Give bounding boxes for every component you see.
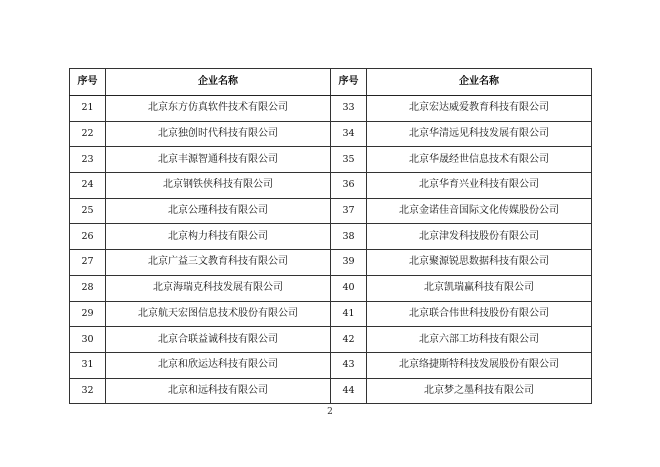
serial-number-cell: 30 [70,327,106,353]
company-name-cell: 北京华育兴业科技有限公司 [367,173,592,199]
table-row [70,378,592,404]
serial-number-cell: 24 [70,173,106,199]
serial-number-cell: 43 [331,352,367,378]
header-company-name-right: 企业名称 [367,69,592,96]
page-number: 2 [327,407,333,417]
table-header-row [70,69,592,96]
serial-number-cell: 32 [70,378,106,404]
serial-number-cell: 23 [70,147,106,173]
table-row [70,327,592,353]
company-name-cell: 北京航天宏图信息技术股份有限公司 [106,301,331,327]
company-name-cell: 北京联合伟世科技股份有限公司 [367,301,592,327]
serial-number-cell: 34 [331,121,367,147]
table-row [70,121,592,147]
company-name-cell: 北京和远科技有限公司 [106,378,331,404]
table-row [70,301,592,327]
company-name-cell: 北京钢铁侠科技有限公司 [106,173,331,199]
table-row [70,147,592,173]
header-serial-left: 序号 [70,69,106,96]
company-name-cell: 北京东方仿真软件技术有限公司 [106,96,331,122]
company-name-cell: 北京宏达威爱教育科技有限公司 [367,96,592,122]
header-company-name-left: 企业名称 [106,69,331,96]
company-name-cell: 北京华晟经世信息技术有限公司 [367,147,592,173]
serial-number-cell: 22 [70,121,106,147]
company-name-cell: 北京丰源智通科技有限公司 [106,147,331,173]
company-name-cell: 北京津发科技股份有限公司 [367,224,592,250]
company-name-cell: 北京凯瑞赢科技有限公司 [367,275,592,301]
serial-number-cell: 41 [331,301,367,327]
company-name-cell: 北京构力科技有限公司 [106,224,331,250]
serial-number-cell: 36 [331,173,367,199]
company-name-cell: 北京络捷斯特科技发展股份有限公司 [367,352,592,378]
company-name-cell: 北京合联益诚科技有限公司 [106,327,331,353]
serial-number-cell: 27 [70,250,106,276]
serial-number-cell: 44 [331,378,367,404]
serial-number-cell: 29 [70,301,106,327]
company-list-table [69,68,592,404]
company-name-cell: 北京和欣运达科技有限公司 [106,352,331,378]
company-name-cell: 北京聚源锐思数据科技有限公司 [367,250,592,276]
company-name-cell: 北京华清远见科技发展有限公司 [367,121,592,147]
serial-number-cell: 25 [70,198,106,224]
serial-number-cell: 31 [70,352,106,378]
company-name-cell: 北京金诺佳音国际文化传媒股份公司 [367,198,592,224]
table-row [70,275,592,301]
table-row [70,224,592,250]
serial-number-cell: 33 [331,96,367,122]
table-row [70,96,592,122]
serial-number-cell: 42 [331,327,367,353]
company-name-cell: 北京公瑾科技有限公司 [106,198,331,224]
table-row [70,250,592,276]
company-name-cell: 北京广益三文教育科技有限公司 [106,250,331,276]
company-name-cell: 北京六部工坊科技有限公司 [367,327,592,353]
table-row [70,173,592,199]
serial-number-cell: 40 [331,275,367,301]
company-name-cell: 北京独创时代科技有限公司 [106,121,331,147]
serial-number-cell: 28 [70,275,106,301]
table-row [70,198,592,224]
serial-number-cell: 26 [70,224,106,250]
company-name-cell: 北京海瑞克科技发展有限公司 [106,275,331,301]
table-row [70,352,592,378]
table-body [70,96,592,404]
serial-number-cell: 38 [331,224,367,250]
serial-number-cell: 37 [331,198,367,224]
serial-number-cell: 21 [70,96,106,122]
serial-number-cell: 39 [331,250,367,276]
header-serial-right: 序号 [331,69,367,96]
company-name-cell: 北京梦之墨科技有限公司 [367,378,592,404]
serial-number-cell: 35 [331,147,367,173]
